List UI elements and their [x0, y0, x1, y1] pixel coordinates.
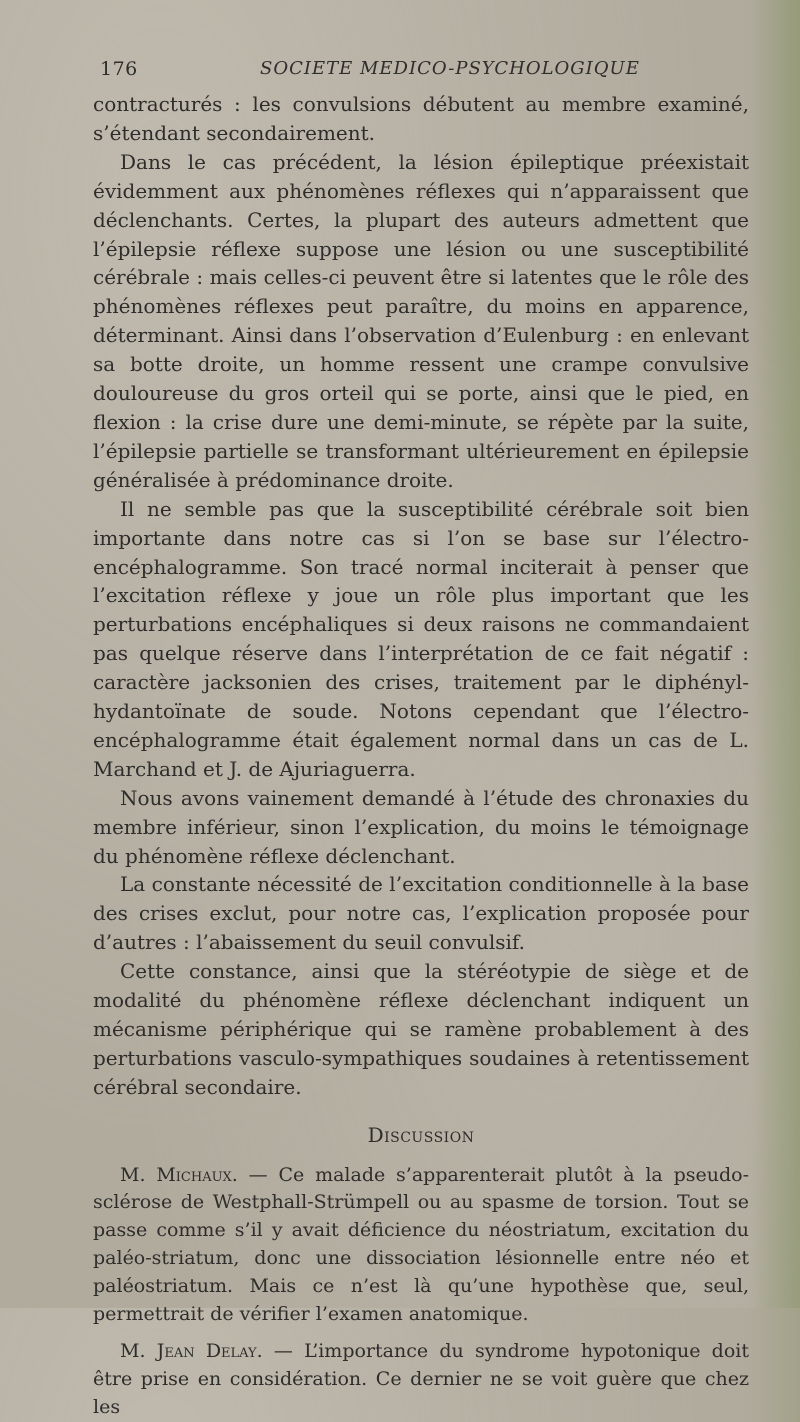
body-text [93, 90, 749, 1422]
page-number: 176 [100, 58, 138, 80]
journal-title: SOCIETE MEDICO-PSYCHOLOGIQUE [260, 58, 640, 79]
paragraph: La constante nécessité de l’excitation conditionnelle à la base des crises exclut, pour notre cas, l’explication proposée pour d’autres : l’abaissement du seuil convulsif. [93, 872, 749, 955]
speaker-name: M. Jean Delay. [120, 1340, 263, 1363]
discussion-text: — L’importance du syndrome hypotonique doit être prise en considération. Ce dernier ne se voit guère que chez les [93, 1340, 749, 1418]
paragraph: Il ne semble pas que la susceptibilité cérébrale soit bien importante dans notre cas si l’on se base sur l’électro-encéphalogramme. Son tracé normal inciterait à penser que l’excitation réflexe y joue un rôle plus important que les perturbations encéphaliques si deux raisons ne commandaient pas quelque réserve dans l’interprétation de ce fait négatif : caractère jacksonien des crises, traitement par le diphényl-hydantoïnate de soude. Notons cependant que l’électro-encéphalogramme était également normal dans un cas de L. Marchand et J. de Ajuriaguerra. [93, 496, 749, 781]
paragraph: Dans le cas précédent, la lésion épileptique préexistait évidemment aux phénomènes réflexes qui n’apparaissent que déclenchants. Certes, la plupart des auteurs admettent que l’épilepsie réflexe suppose une lésion ou une susceptibilité cérébrale : mais celles-ci peuvent être si latentes que le rôle des phénomènes réflexes peut paraître, du moins en apparence, déterminant. Ainsi dans l’observation d’Eulenburg : en enlevant sa botte droite, un homme ressent une crampe convulsive douloureuse du gros orteil qui se porte, ainsi que le pied, en flexion : la crise dure une demi-minute, se répète par la suite, l’épilepsie partielle se transformant ultérieurement en épilepsie généralisée à prédominance droite. [93, 149, 749, 492]
paragraph-continuation: contracturés : les convulsions débutent au membre examiné, s’étendant secondairement. [93, 92, 749, 145]
discussion-section [93, 1162, 749, 1422]
paragraph: Nous avons vainement demandé à l’étude des chronaxies du membre inférieur, sinon l’explication, du moins le témoignage du phénomène réflexe déclenchant. [93, 785, 749, 868]
running-head [96, 54, 736, 88]
speaker-name: M. Michaux. [120, 1163, 238, 1186]
page-edge-stain [754, 0, 800, 1308]
paragraph: Cette constance, ainsi que la stéréotypie de siège et de modalité du phénomène réflexe déclenchant indiquent un mécanisme périphérique qui se ramène probablement à des perturbations vasculo-sympathiques soudaines à retentissement cérébral secondaire. [93, 959, 749, 1099]
discussion-entry [93, 1162, 749, 1329]
discussion-entry [93, 1338, 749, 1421]
discussion-text: — Ce malade s’apparenterait plutôt à la pseudo-sclérose de Westphall-Strümpell ou au spasme de torsion. Tout se passe comme s’il y avait déficience du néostriatum, excitation du paléo-striatum, donc une dissociation lésionnelle entre néo et paléostriatum. Mais ce n’est là qu’une hypothèse que, seul, permettrait de vérifier l’examen anatomique. [93, 1163, 749, 1325]
discussion-heading: Discussion [367, 1122, 475, 1147]
